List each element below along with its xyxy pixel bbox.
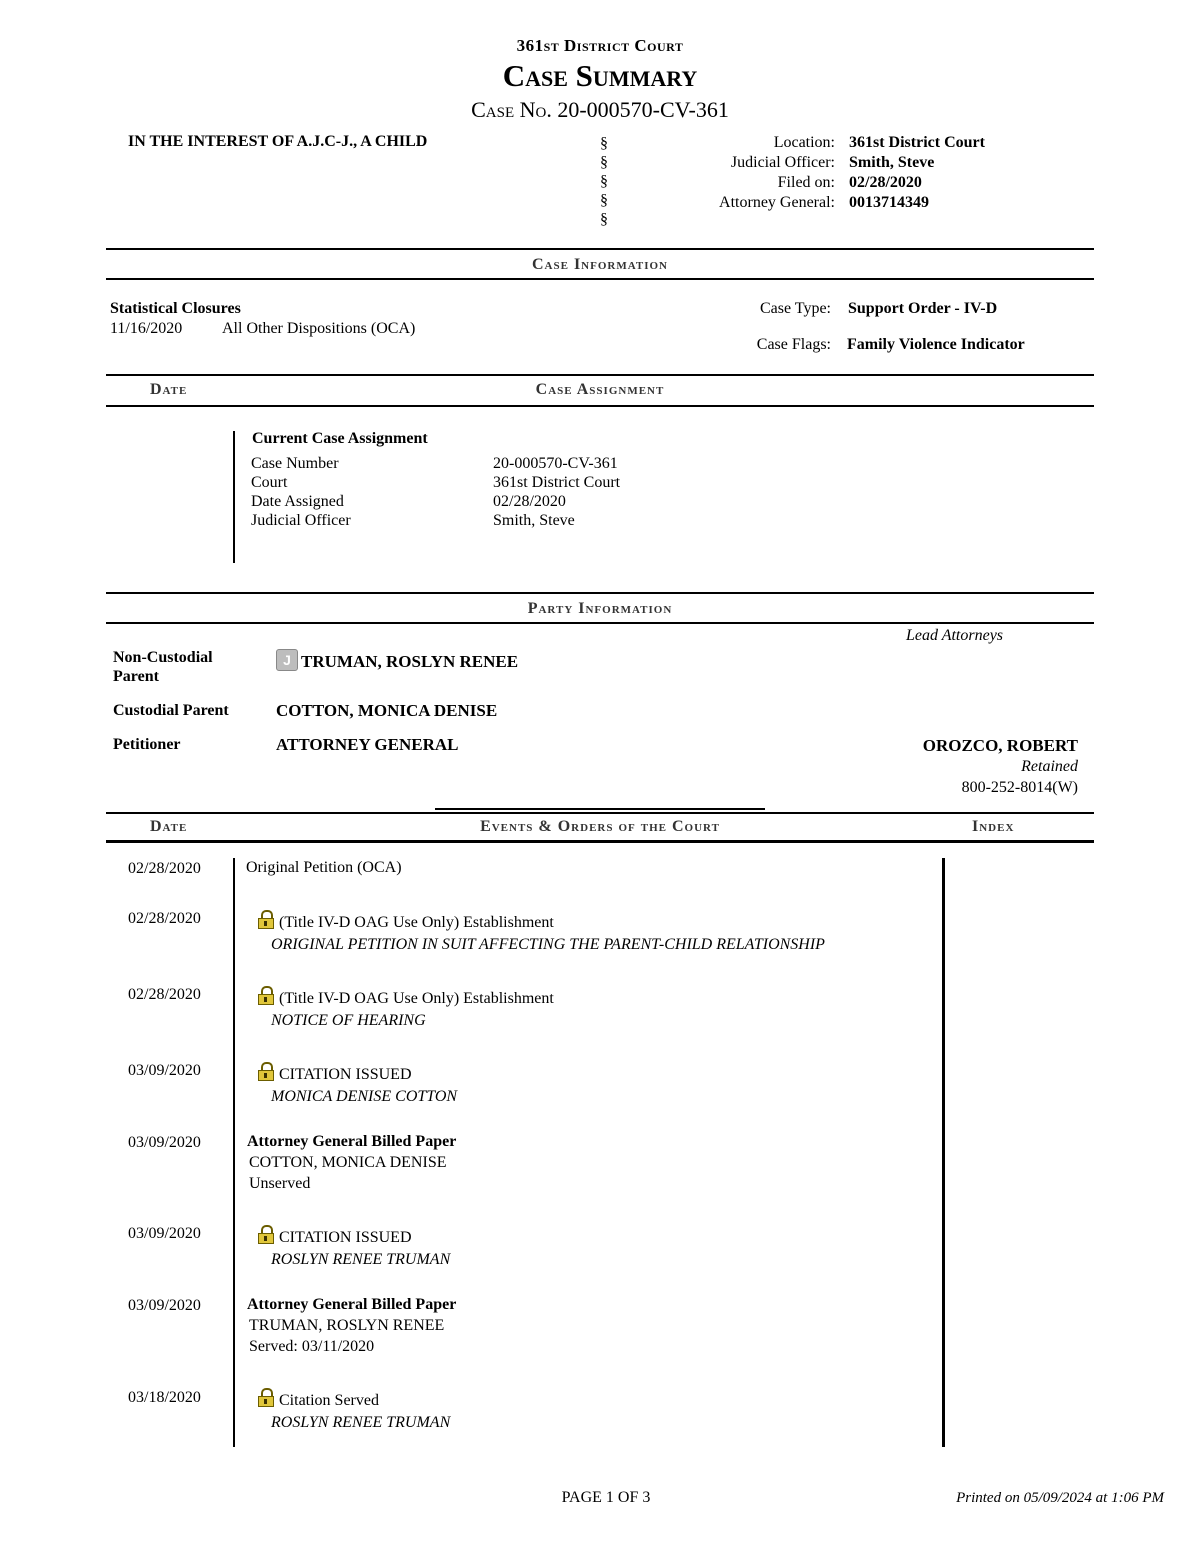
assignment-value: Smith, Steve xyxy=(493,512,575,529)
event-entry xyxy=(257,1225,450,1271)
events-right-rule xyxy=(942,858,945,1447)
party-information-heading: Party Information xyxy=(527,600,673,617)
party-role xyxy=(113,648,213,686)
divider xyxy=(106,840,1094,843)
page-title: Case Summary xyxy=(502,58,698,93)
meta-value: Smith, Steve xyxy=(849,154,935,171)
closure-desc: All Other Dispositions (OCA) xyxy=(222,320,416,337)
divider xyxy=(106,592,1094,594)
event-text: (Title IV-D OAG Use Only) Establishment xyxy=(279,914,554,931)
party-role: Custodial Parent xyxy=(113,702,229,719)
event-title: Attorney General Billed Paper xyxy=(247,1296,457,1313)
assignment-value: 361st District Court xyxy=(493,474,621,491)
event-date: 03/09/2020 xyxy=(128,1062,201,1079)
meta-row-location xyxy=(640,133,985,153)
meta-row-filed-on xyxy=(640,173,985,193)
event-subtext: ORIGINAL PETITION IN SUIT AFFECTING THE PARENT-CHILD RELATIONSHIP xyxy=(271,936,825,953)
party-name: ATTORNEY GENERAL xyxy=(276,735,459,754)
court-name: 361st District Court xyxy=(516,36,684,55)
case-type-label: Case Type: xyxy=(759,300,831,317)
lock-icon xyxy=(257,986,275,1005)
event-text: Citation Served xyxy=(279,1392,379,1409)
assignment-value: 20-000570-CV-361 xyxy=(493,455,618,472)
divider xyxy=(106,278,1094,280)
event-entry xyxy=(246,857,402,879)
assignment-label: Date Assigned xyxy=(251,493,344,510)
events-heading: Events & Orders of the Court xyxy=(480,818,720,835)
meta-label: Location: xyxy=(773,134,835,151)
event-date: 03/09/2020 xyxy=(128,1225,201,1242)
divider xyxy=(106,812,1094,814)
meta-value: 02/28/2020 xyxy=(849,174,922,191)
event-date: 03/09/2020 xyxy=(128,1134,201,1151)
event-title: Attorney General Billed Paper xyxy=(247,1133,457,1150)
event-subtext: ROSLYN RENEE TRUMAN xyxy=(271,1414,451,1431)
divider xyxy=(106,405,1094,407)
event-subtext: ROSLYN RENEE TRUMAN xyxy=(271,1251,451,1268)
party-name-text: TRUMAN, ROSLYN RENEE xyxy=(301,652,519,671)
assignment-label: Case Number xyxy=(251,455,339,472)
date-column-heading: Date xyxy=(150,381,188,398)
lock-icon xyxy=(257,1388,275,1407)
assignment-row xyxy=(251,473,620,492)
meta-row-attorney-general xyxy=(640,193,985,213)
case-meta xyxy=(640,133,985,213)
divider xyxy=(106,374,1094,376)
event-line: TRUMAN, ROSLYN RENEE xyxy=(249,1317,445,1334)
section-symbols xyxy=(600,134,608,229)
events-left-rule xyxy=(233,858,235,1447)
section-symbol: § xyxy=(600,211,608,228)
events-date-heading: Date xyxy=(150,818,188,835)
event-date: 03/18/2020 xyxy=(128,1389,201,1406)
event-entry xyxy=(247,1294,456,1357)
event-text: Original Petition (OCA) xyxy=(246,859,402,876)
meta-row-judicial-officer xyxy=(640,153,985,173)
case-flags-label: Case Flags: xyxy=(756,336,831,353)
event-text: CITATION ISSUED xyxy=(279,1229,412,1246)
attorney-status: Retained xyxy=(1021,758,1078,775)
event-entry xyxy=(247,1131,456,1194)
attorney-name: OROZCO, ROBERT xyxy=(922,736,1078,755)
party-name xyxy=(276,649,518,672)
meta-value: 361st District Court xyxy=(849,134,985,151)
party-name: COTTON, MONICA DENISE xyxy=(276,701,498,720)
divider xyxy=(106,248,1094,250)
section-symbol: § xyxy=(600,173,608,190)
case-number-heading xyxy=(0,97,1200,123)
party-role-line: Parent xyxy=(113,668,159,685)
lead-attorney xyxy=(923,735,1078,798)
meta-label: Filed on: xyxy=(777,174,835,191)
event-date: 02/28/2020 xyxy=(128,910,201,927)
meta-value: 0013714349 xyxy=(849,194,929,211)
case-no-label: Case No. xyxy=(471,97,552,122)
assignment-row xyxy=(251,511,620,530)
case-no-value: 20-000570-CV-361 xyxy=(557,97,729,122)
assignment-row xyxy=(251,454,620,473)
assignment-label: Judicial Officer xyxy=(251,512,351,529)
event-text: (Title IV-D OAG Use Only) Establishment xyxy=(279,990,554,1007)
event-date: 03/09/2020 xyxy=(128,1297,201,1314)
event-entry xyxy=(257,910,825,956)
lock-icon xyxy=(257,910,275,929)
printed-on: Printed on 05/09/2024 at 1:06 PM xyxy=(956,1490,1164,1506)
case-assignment-heading: Case Assignment xyxy=(535,381,665,398)
divider xyxy=(435,808,765,810)
section-symbol: § xyxy=(600,154,608,171)
section-symbol: § xyxy=(600,135,608,152)
statistical-closures-title: Statistical Closures xyxy=(110,300,241,317)
section-symbol: § xyxy=(600,192,608,209)
event-entry xyxy=(257,1062,457,1108)
event-line: COTTON, MONICA DENISE xyxy=(249,1154,447,1171)
style-of-case: IN THE INTEREST OF A.J.C-J., A CHILD xyxy=(128,133,428,150)
event-line: Served: 03/11/2020 xyxy=(249,1338,375,1355)
index-heading: Index xyxy=(972,818,1015,835)
page-number: PAGE 1 OF 3 xyxy=(561,1489,651,1506)
divider xyxy=(106,622,1094,624)
party-role: Petitioner xyxy=(113,736,181,753)
attorney-phone: 800-252-8014(W) xyxy=(961,779,1078,796)
event-entry xyxy=(257,1388,450,1434)
assignment-vertical-rule xyxy=(233,431,235,563)
meta-label: Attorney General: xyxy=(719,194,835,211)
assignment-row xyxy=(251,492,620,511)
lock-icon xyxy=(257,1062,275,1081)
closure-date: 11/16/2020 xyxy=(110,320,183,337)
current-assignment-title: Current Case Assignment xyxy=(252,430,428,447)
assignment-value: 02/28/2020 xyxy=(493,493,566,510)
lead-attorneys-label: Lead Attorneys xyxy=(906,627,1004,644)
event-date: 02/28/2020 xyxy=(128,860,201,877)
j-icon: J xyxy=(276,649,298,671)
lock-icon xyxy=(257,1225,275,1244)
assignment-label: Court xyxy=(251,474,288,491)
case-type-value: Support Order - IV-D xyxy=(848,300,998,317)
event-line: Unserved xyxy=(249,1175,311,1192)
event-subtext: NOTICE OF HEARING xyxy=(271,1012,426,1029)
case-flags-value: Family Violence Indicator xyxy=(847,336,1025,353)
event-text: CITATION ISSUED xyxy=(279,1066,412,1083)
case-information-heading: Case Information xyxy=(532,256,668,273)
event-subtext: MONICA DENISE COTTON xyxy=(271,1088,458,1105)
event-entry xyxy=(257,986,554,1032)
meta-label: Judicial Officer: xyxy=(730,154,835,171)
assignment-table xyxy=(251,454,620,530)
party-role-line: Non-Custodial xyxy=(113,649,213,666)
event-date: 02/28/2020 xyxy=(128,986,201,1003)
